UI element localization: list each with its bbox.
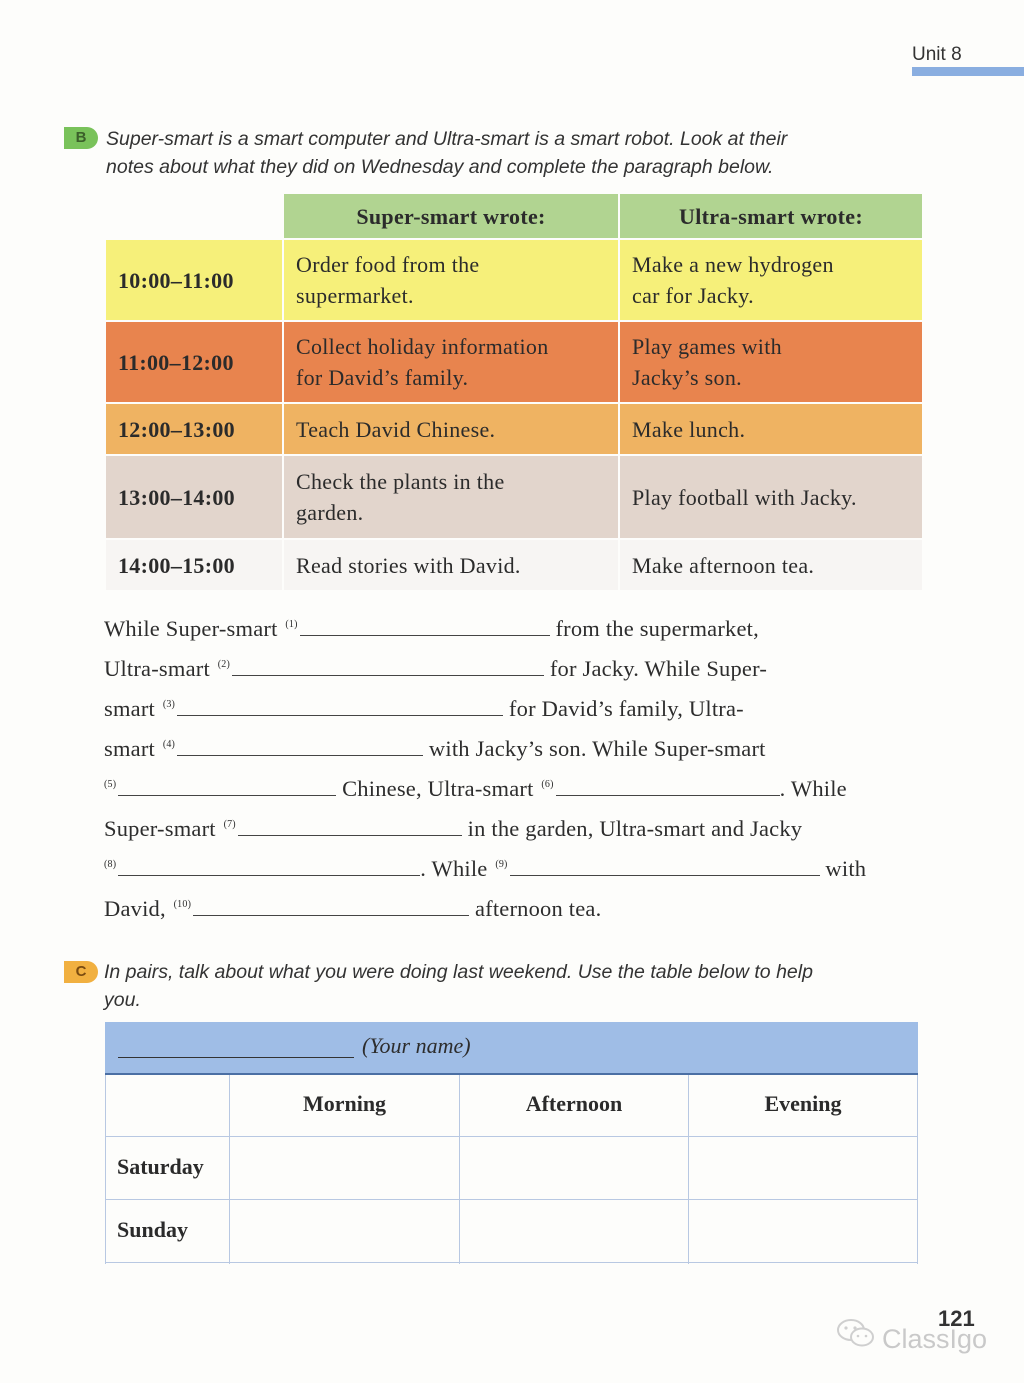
blank-number: (7) xyxy=(223,819,236,830)
row-divider xyxy=(105,1199,918,1200)
ultra-note: Make a new hydrogen car for Jacky. xyxy=(620,240,922,320)
answer-blank-8[interactable] xyxy=(118,855,420,876)
time-cell: 10:00–11:00 xyxy=(106,240,282,320)
time-cell: 13:00–14:00 xyxy=(106,456,282,538)
column-header-evening: Evening xyxy=(764,1091,842,1116)
super-note: Collect holiday information for David’s family. xyxy=(284,322,618,402)
ultra-note: Play football with Jacky. xyxy=(620,456,922,538)
blank-number: (2) xyxy=(217,659,231,670)
name-input-line[interactable] xyxy=(118,1057,354,1058)
blank-number: (9) xyxy=(495,859,508,870)
super-note: Check the plants in the garden. xyxy=(284,456,618,538)
answer-blank-3[interactable] xyxy=(177,695,503,716)
blank-number: (6) xyxy=(541,779,554,790)
page-number: 121 xyxy=(938,1306,975,1331)
answer-blank-2[interactable] xyxy=(232,655,544,676)
weekend-table-header xyxy=(105,1022,918,1074)
row-divider xyxy=(105,1136,918,1137)
time-cell: 11:00–12:00 xyxy=(106,322,282,402)
answer-blank-10[interactable] xyxy=(193,895,469,916)
ultra-note: Play games with Jacky’s son. xyxy=(620,322,922,402)
blank-number: (10) xyxy=(173,899,192,910)
super-note: Read stories with David. xyxy=(284,540,618,590)
answer-blank-1[interactable] xyxy=(300,615,550,636)
ultra-note: Make lunch. xyxy=(620,404,922,454)
answer-blank-7[interactable] xyxy=(238,815,462,836)
blank-number: (5) xyxy=(104,779,117,790)
row-label-sunday: Sunday xyxy=(117,1217,188,1242)
blank-number: (8) xyxy=(104,859,117,870)
blank-number: (1) xyxy=(285,619,298,630)
instruction-line: In pairs, talk about what you were doing last weekend. Use the table below to help xyxy=(104,961,813,983)
time-cell: 14:00–15:00 xyxy=(106,540,282,590)
header-ultra-smart: Ultra-smart wrote: xyxy=(620,194,922,238)
unit-label: Unit 8 xyxy=(912,44,962,65)
table-rule xyxy=(105,1073,918,1075)
section-c-badge: C xyxy=(64,961,98,983)
answer-blank-6[interactable] xyxy=(556,775,780,796)
instruction-line: Super-smart is a smart computer and Ultra-smart is a smart robot. Look at their xyxy=(106,128,788,150)
watermark-text: ClassIgo xyxy=(882,1324,988,1354)
column-header-morning: Morning xyxy=(302,1091,387,1116)
watermark xyxy=(836,1318,987,1355)
super-note: Teach David Chinese. xyxy=(284,404,618,454)
blank-number: (4) xyxy=(162,739,176,750)
instruction-line: you. xyxy=(104,989,141,1011)
time-cell: 12:00–13:00 xyxy=(106,404,282,454)
your-name-label: (Your name) xyxy=(362,1033,471,1058)
answer-blank-5[interactable] xyxy=(118,775,336,796)
wechat-icon xyxy=(836,1318,876,1355)
section-b-instruction xyxy=(106,125,926,181)
column-header-afternoon: Afternoon xyxy=(525,1091,623,1116)
ultra-note: Make afternoon tea. xyxy=(620,540,922,590)
row-label-saturday: Saturday xyxy=(117,1154,204,1179)
answer-blank-4[interactable] xyxy=(177,735,423,756)
section-c-instruction xyxy=(104,958,924,1014)
column-divider xyxy=(917,1075,918,1264)
column-divider xyxy=(105,1075,106,1264)
unit-accent-bar xyxy=(912,67,1024,76)
answer-blank-9[interactable] xyxy=(510,855,820,876)
section-b-badge: B xyxy=(64,127,98,149)
blank-number: (3) xyxy=(162,699,176,710)
super-note: Order food from the supermarket. xyxy=(284,240,618,320)
header-super-smart: Super-smart wrote: xyxy=(284,194,618,238)
row-divider xyxy=(105,1262,918,1263)
instruction-line: notes about what they did on Wednesday and complete the paragraph below. xyxy=(106,156,774,178)
